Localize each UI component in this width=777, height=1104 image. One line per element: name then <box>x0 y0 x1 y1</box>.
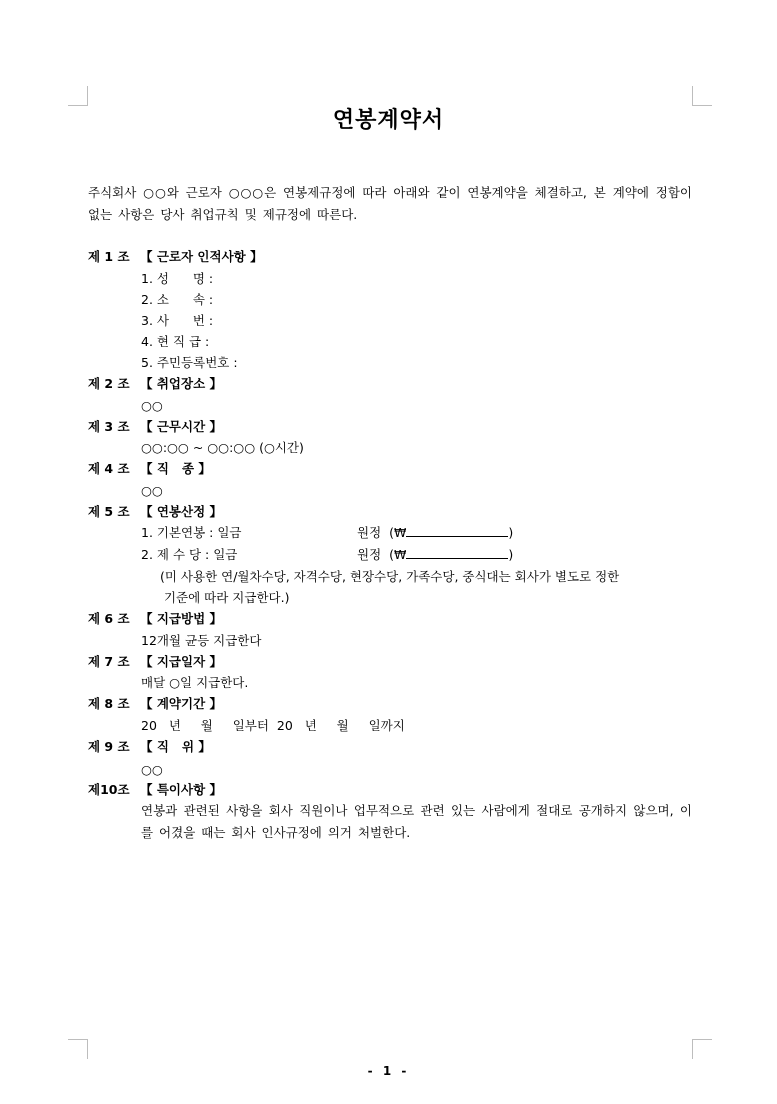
article-number: 제 2 조 <box>88 376 130 391</box>
article-number: 제 5 조 <box>88 504 130 519</box>
amount-blank-field <box>406 525 508 537</box>
amount-close: ) <box>508 525 514 540</box>
article-1-heading <box>88 249 263 265</box>
article-6-content: 12개월 균등 지급한다 <box>141 633 262 648</box>
article-number: 제 6 조 <box>88 611 130 626</box>
article-8-content: 20 년 월 일부터 20 년 월 일까지 <box>141 718 405 733</box>
article-title: 【 지급일자 】 <box>140 654 223 669</box>
article-6-heading <box>88 611 222 627</box>
amount-label: 원정 (₩ <box>357 525 407 540</box>
article-title: 【 계약기간 】 <box>140 696 223 711</box>
article-number: 제 8 조 <box>88 696 130 711</box>
field-department: 2. 소 속 : <box>141 292 214 307</box>
article-9-heading <box>88 739 211 755</box>
salary-base-label: 1. 기본연봉 : 일금 <box>141 525 242 540</box>
salary-allowance-amount <box>357 547 513 563</box>
article-title: 【 특이사항 】 <box>140 782 223 797</box>
article-number: 제 7 조 <box>88 654 130 669</box>
article-3-heading <box>88 419 222 435</box>
article-2-heading <box>88 376 222 392</box>
amount-blank-field <box>406 547 508 559</box>
amount-label: 원정 (₩ <box>357 547 407 562</box>
salary-base-amount <box>357 525 513 541</box>
field-resident-number: 5. 주민등록번호 : <box>141 355 238 370</box>
article-title: 【 직 종 】 <box>140 461 211 476</box>
article-title: 【 근무시간 】 <box>140 419 223 434</box>
article-title: 【 연봉산정 】 <box>140 504 223 519</box>
article-10-heading <box>88 782 222 798</box>
field-name: 1. 성 명 : <box>141 271 214 286</box>
article-7-content: 매달 ○일 지급한다. <box>141 675 249 690</box>
article-4-content: ○○ <box>141 483 163 498</box>
amount-close: ) <box>508 547 514 562</box>
article-title: 【 근로자 인적사항 】 <box>140 249 263 264</box>
article-7-heading <box>88 654 222 670</box>
field-position-grade: 4. 현 직 급 : <box>141 334 210 349</box>
salary-allowance-label: 2. 제 수 당 : 일금 <box>141 547 238 562</box>
article-title: 【 취업장소 】 <box>140 376 223 391</box>
article-number: 제 3 조 <box>88 419 130 434</box>
article-8-heading <box>88 696 222 712</box>
salary-note-line-1: (미 사용한 연/월차수당, 자격수당, 현장수당, 가족수당, 중식대는 회사가 별도로 정한 <box>160 569 620 584</box>
corner-mark-bottom-right <box>692 1039 712 1059</box>
article-number: 제 4 조 <box>88 461 130 476</box>
article-number: 제 9 조 <box>88 739 130 754</box>
field-employee-number: 3. 사 번 : <box>141 313 214 328</box>
article-4-heading <box>88 461 211 477</box>
document-title: 연봉계약서 <box>332 108 445 133</box>
article-9-content: ○○ <box>141 762 163 777</box>
article-10-content: 연봉과 관련된 사항을 회사 직원이나 업무적으로 관련 있는 사람에게 절대로 공개하지 않으며, 이를 어겼을 때는 회사 인사규정에 의거 처벌한다. <box>141 803 692 840</box>
article-number: 제 1 조 <box>88 249 130 264</box>
article-title: 【 지급방법 】 <box>140 611 223 626</box>
article-3-content: ○○:○○ ~ ○○:○○ (○시간) <box>141 440 304 455</box>
article-number: 제10조 <box>88 782 130 797</box>
article-2-content: ○○ <box>141 398 163 413</box>
salary-note-line-2: 기준에 따라 지급한다.) <box>160 590 290 605</box>
page-number: - 1 - <box>367 1064 410 1078</box>
corner-mark-bottom-left <box>68 1039 88 1059</box>
intro-paragraph: 주식회사 ○○와 근로자 ○○○은 연봉제규정에 따라 아래와 같이 연봉계약을 체결하고, 본 계약에 정함이 없는 사항은 당사 취업규칙 및 제규정에 따른다. <box>88 185 692 222</box>
article-5-heading <box>88 504 222 520</box>
article-title: 【 직 위 】 <box>140 739 211 754</box>
